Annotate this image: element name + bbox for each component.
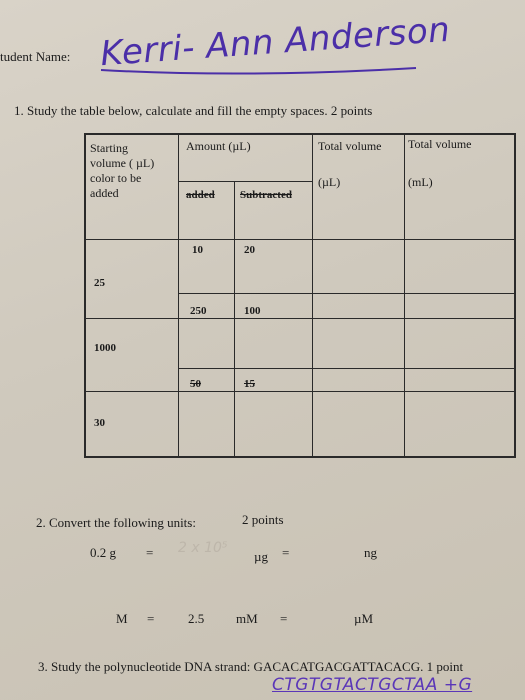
q2-line2-value: 2.5: [188, 611, 205, 626]
row2-added: 250: [190, 305, 207, 317]
header-amount: Amount (µL): [186, 139, 251, 153]
q2-line1-equals2: =: [282, 545, 290, 560]
q2-line2-unit2: µM: [354, 611, 374, 626]
q2-line1-unit1: µg: [254, 549, 268, 564]
header-starting-line1: Starting: [90, 141, 128, 155]
row3-added: 50: [190, 378, 201, 390]
header-total-ul-unit: (µL): [318, 175, 341, 189]
q2-line1-unit2: ng: [364, 545, 377, 560]
row1-starting: 25: [94, 277, 105, 289]
header-starting-line2: volume ( µL): [90, 156, 155, 170]
header-total-ml-title: Total volume: [408, 137, 472, 151]
row3-subtracted: 15: [244, 378, 255, 390]
q2-line1-value: 0.2 g: [90, 545, 116, 560]
header-total-ul-title: Total volume: [318, 139, 382, 153]
q2-line2-unit1: mM: [236, 611, 258, 626]
row1-added: 10: [192, 244, 203, 256]
q2-line2-equals1: =: [147, 611, 155, 626]
student-name-handwriting: Kerri- Ann Anderson: [99, 9, 452, 75]
question-2-prompt: 2. Convert the following units:: [36, 515, 196, 530]
name-underline: [96, 40, 426, 80]
question-3-prompt: 3. Study the polynucleotide DNA strand: GACACATGACGATTACACG. 1 point: [38, 659, 464, 674]
header-total-ml-unit: (mL): [408, 175, 433, 189]
row3-starting: 30: [94, 417, 105, 429]
q2-line1-equals1: =: [146, 545, 154, 560]
header-added: added: [186, 189, 215, 201]
row2-starting: 1000: [94, 342, 116, 354]
q2-faint-handwriting: 2 x 10⁵: [178, 540, 228, 556]
volume-table: [84, 133, 516, 458]
header-starting-line4: added: [90, 186, 119, 200]
row1-subtracted: 20: [244, 244, 255, 256]
student-name-label: tudent Name:: [0, 49, 71, 64]
question-1-prompt: 1. Study the table below, calculate and fill the empty spaces. 2 points: [14, 103, 373, 118]
q2-line2-equals2: =: [280, 611, 288, 626]
header-starting-line3: color to be: [90, 171, 142, 185]
question-2-points: 2 points: [242, 512, 284, 527]
header-subtracted: Subtracted: [240, 189, 292, 201]
q3-handwritten-answer: CTGTGTACTGCTAA +G: [272, 675, 473, 695]
q2-line2-prefix: M: [116, 611, 128, 626]
row2-subtracted: 100: [244, 305, 261, 317]
